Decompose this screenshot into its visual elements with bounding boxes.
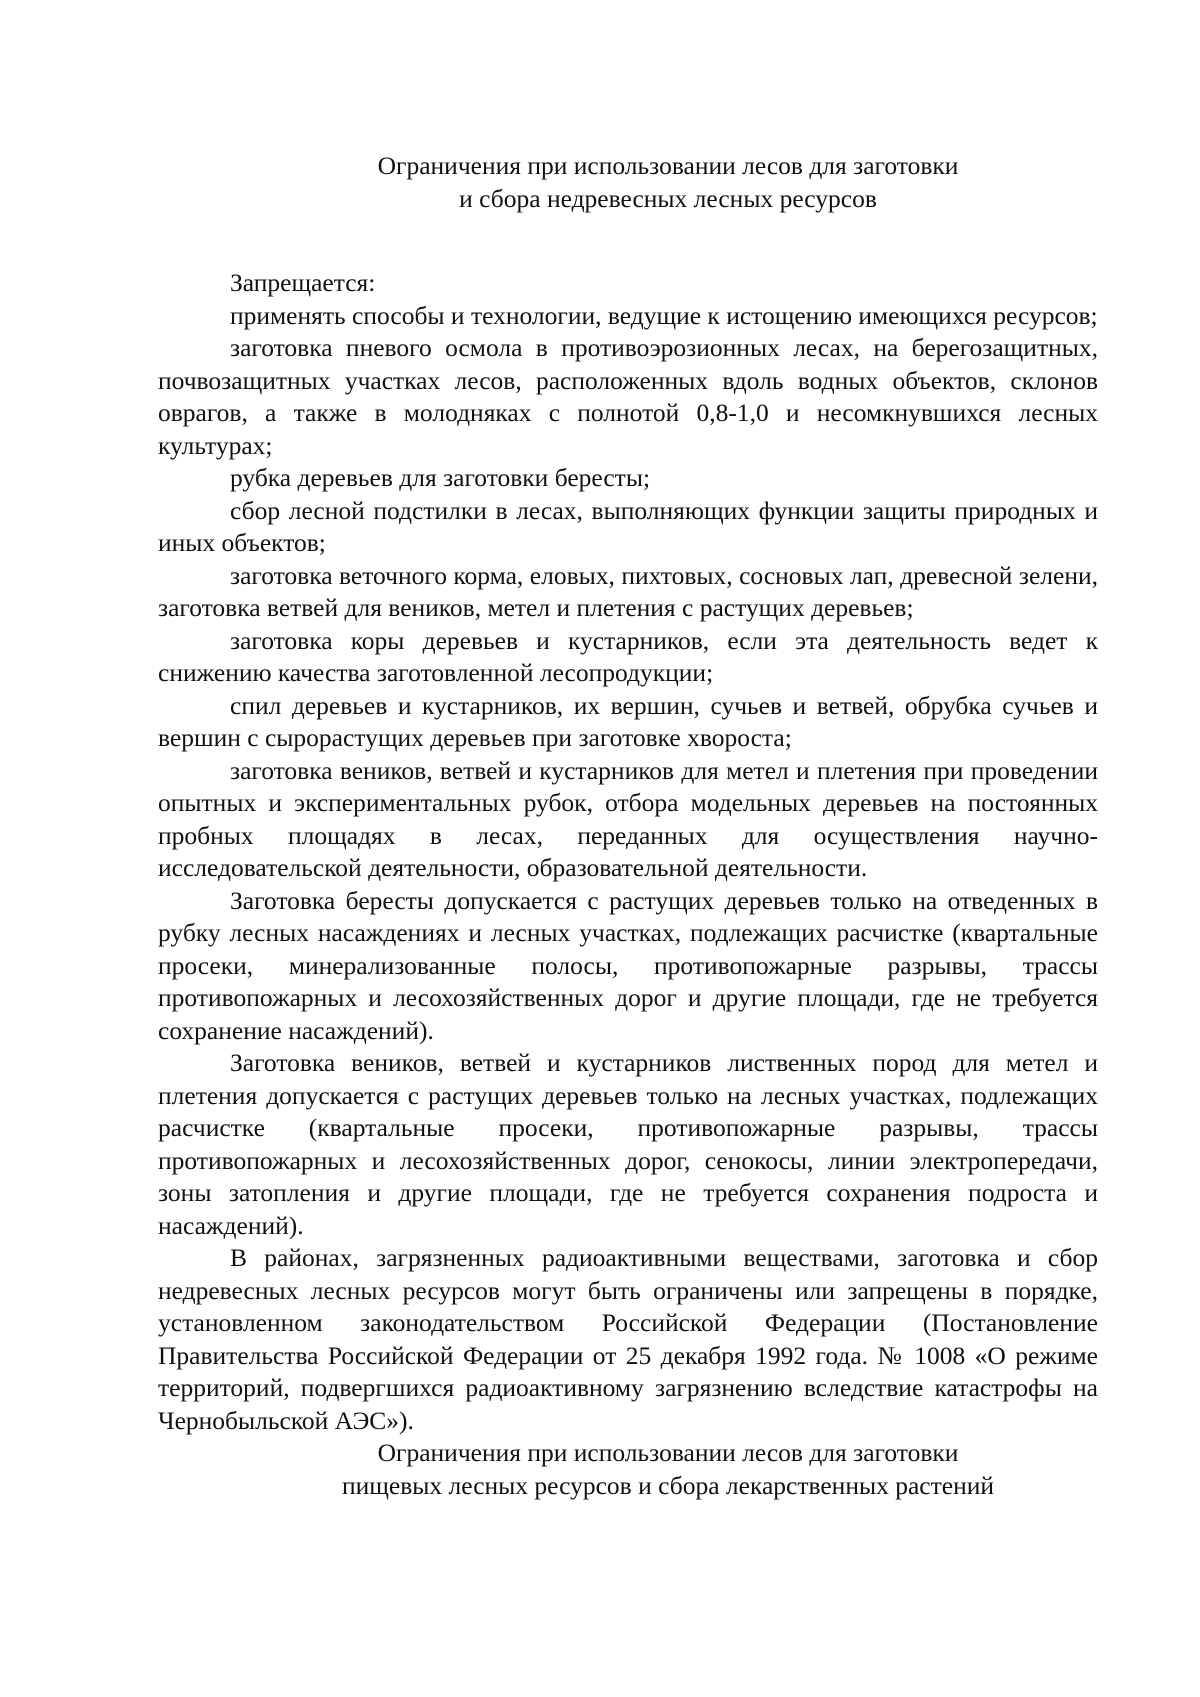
paragraph: Заготовка веников, ветвей и кустарников лиственных пород для метел и плетения допускается с растущих деревьев только на лесных участках, подлежащих расчистке (квартальные просеки, противопожарные разрывы, трассы противопожарных и лесохозяйственных дорог, сенокосы, линии электропередачи, зоны затопления и другие площади, где не требуется сохранения подроста и насаждений). [158, 1048, 1098, 1240]
paragraph: сбор лесной подстилки в лесах, выполняющих функции защиты природных и иных объектов; [158, 495, 1098, 557]
section-heading-non-timber [158, 150, 1098, 215]
paragraph-prohibited-intro: Запрещается: [230, 268, 376, 297]
paragraph: заготовка веточного корма, еловых, пихтовых, сосновых лап, древесной зелени, заготовка ветвей для веников, метел и плетения с растущих деревьев; [158, 560, 1098, 622]
paragraph: спил деревьев и кустарников, их вершин, сучьев и ветвей, обрубка сучьев и вершин с сырорастущих деревьев при заготовке хвороста; [158, 690, 1098, 752]
paragraph: применять способы и технологии, ведущие к истощению имеющихся ресурсов; [230, 300, 1098, 330]
heading-line: Ограничения при использовании лесов для заготовки [377, 1438, 959, 1467]
paragraph: В районах, загрязненных радиоактивными веществами, заготовка и сбор недревесных лесных ресурсов могут быть ограничены или запрещены в порядке, установленном законодательством Российской Федерации (Постановление Правительства Российской Федерации от 25 декабря 1992 года. № 1008 «О режиме территорий, подвергшихся радиоактивному загрязнению вследствие катастрофы на Чернобыльской АЭС»). [158, 1243, 1098, 1435]
body-text [158, 267, 1098, 1437]
paragraph: заготовка пневого осмола в противоэрозионных лесах, на берегозащитных, почвозащитных участках лесов, расположенных вдоль водных объектов, склонов оврагов, а также в молодняках с полнотой 0,8-1,0 и несомкнувшихся лесных культурах; [158, 333, 1098, 460]
paragraph: рубка деревьев для заготовки бересты; [230, 463, 651, 492]
heading-line: Ограничения при использовании лесов для заготовки [377, 151, 959, 180]
paragraph: заготовка веников, ветвей и кустарников для метел и плетения при проведении опытных и экспериментальных рубок, отбора модельных деревьев на постоянных пробных площадях в лесах, переданных для осуществления научно-исследовательской деятельности, образовательной деятельности. [158, 755, 1098, 882]
spacer [158, 215, 1098, 267]
paragraph: Заготовка бересты допускается с растущих деревьев только на отведенных в рубку лесных насаждениях и лесных участках, подлежащих расчистке (квартальные просеки, минерализованные полосы, противопожарные разрывы, трассы противопожарных и лесохозяйственных дорог и другие площади, где не требуется сохранение насаждений). [158, 885, 1098, 1045]
section-heading-food-resources [158, 1437, 1098, 1502]
heading-line: пищевых лесных ресурсов и сбора лекарственных растений [341, 1470, 995, 1500]
heading-line: и сбора недревесных лесных ресурсов [459, 183, 877, 213]
paragraph: заготовка коры деревьев и кустарников, если эта деятельность ведет к снижению качества заготовленной лесопродукции; [158, 625, 1098, 687]
